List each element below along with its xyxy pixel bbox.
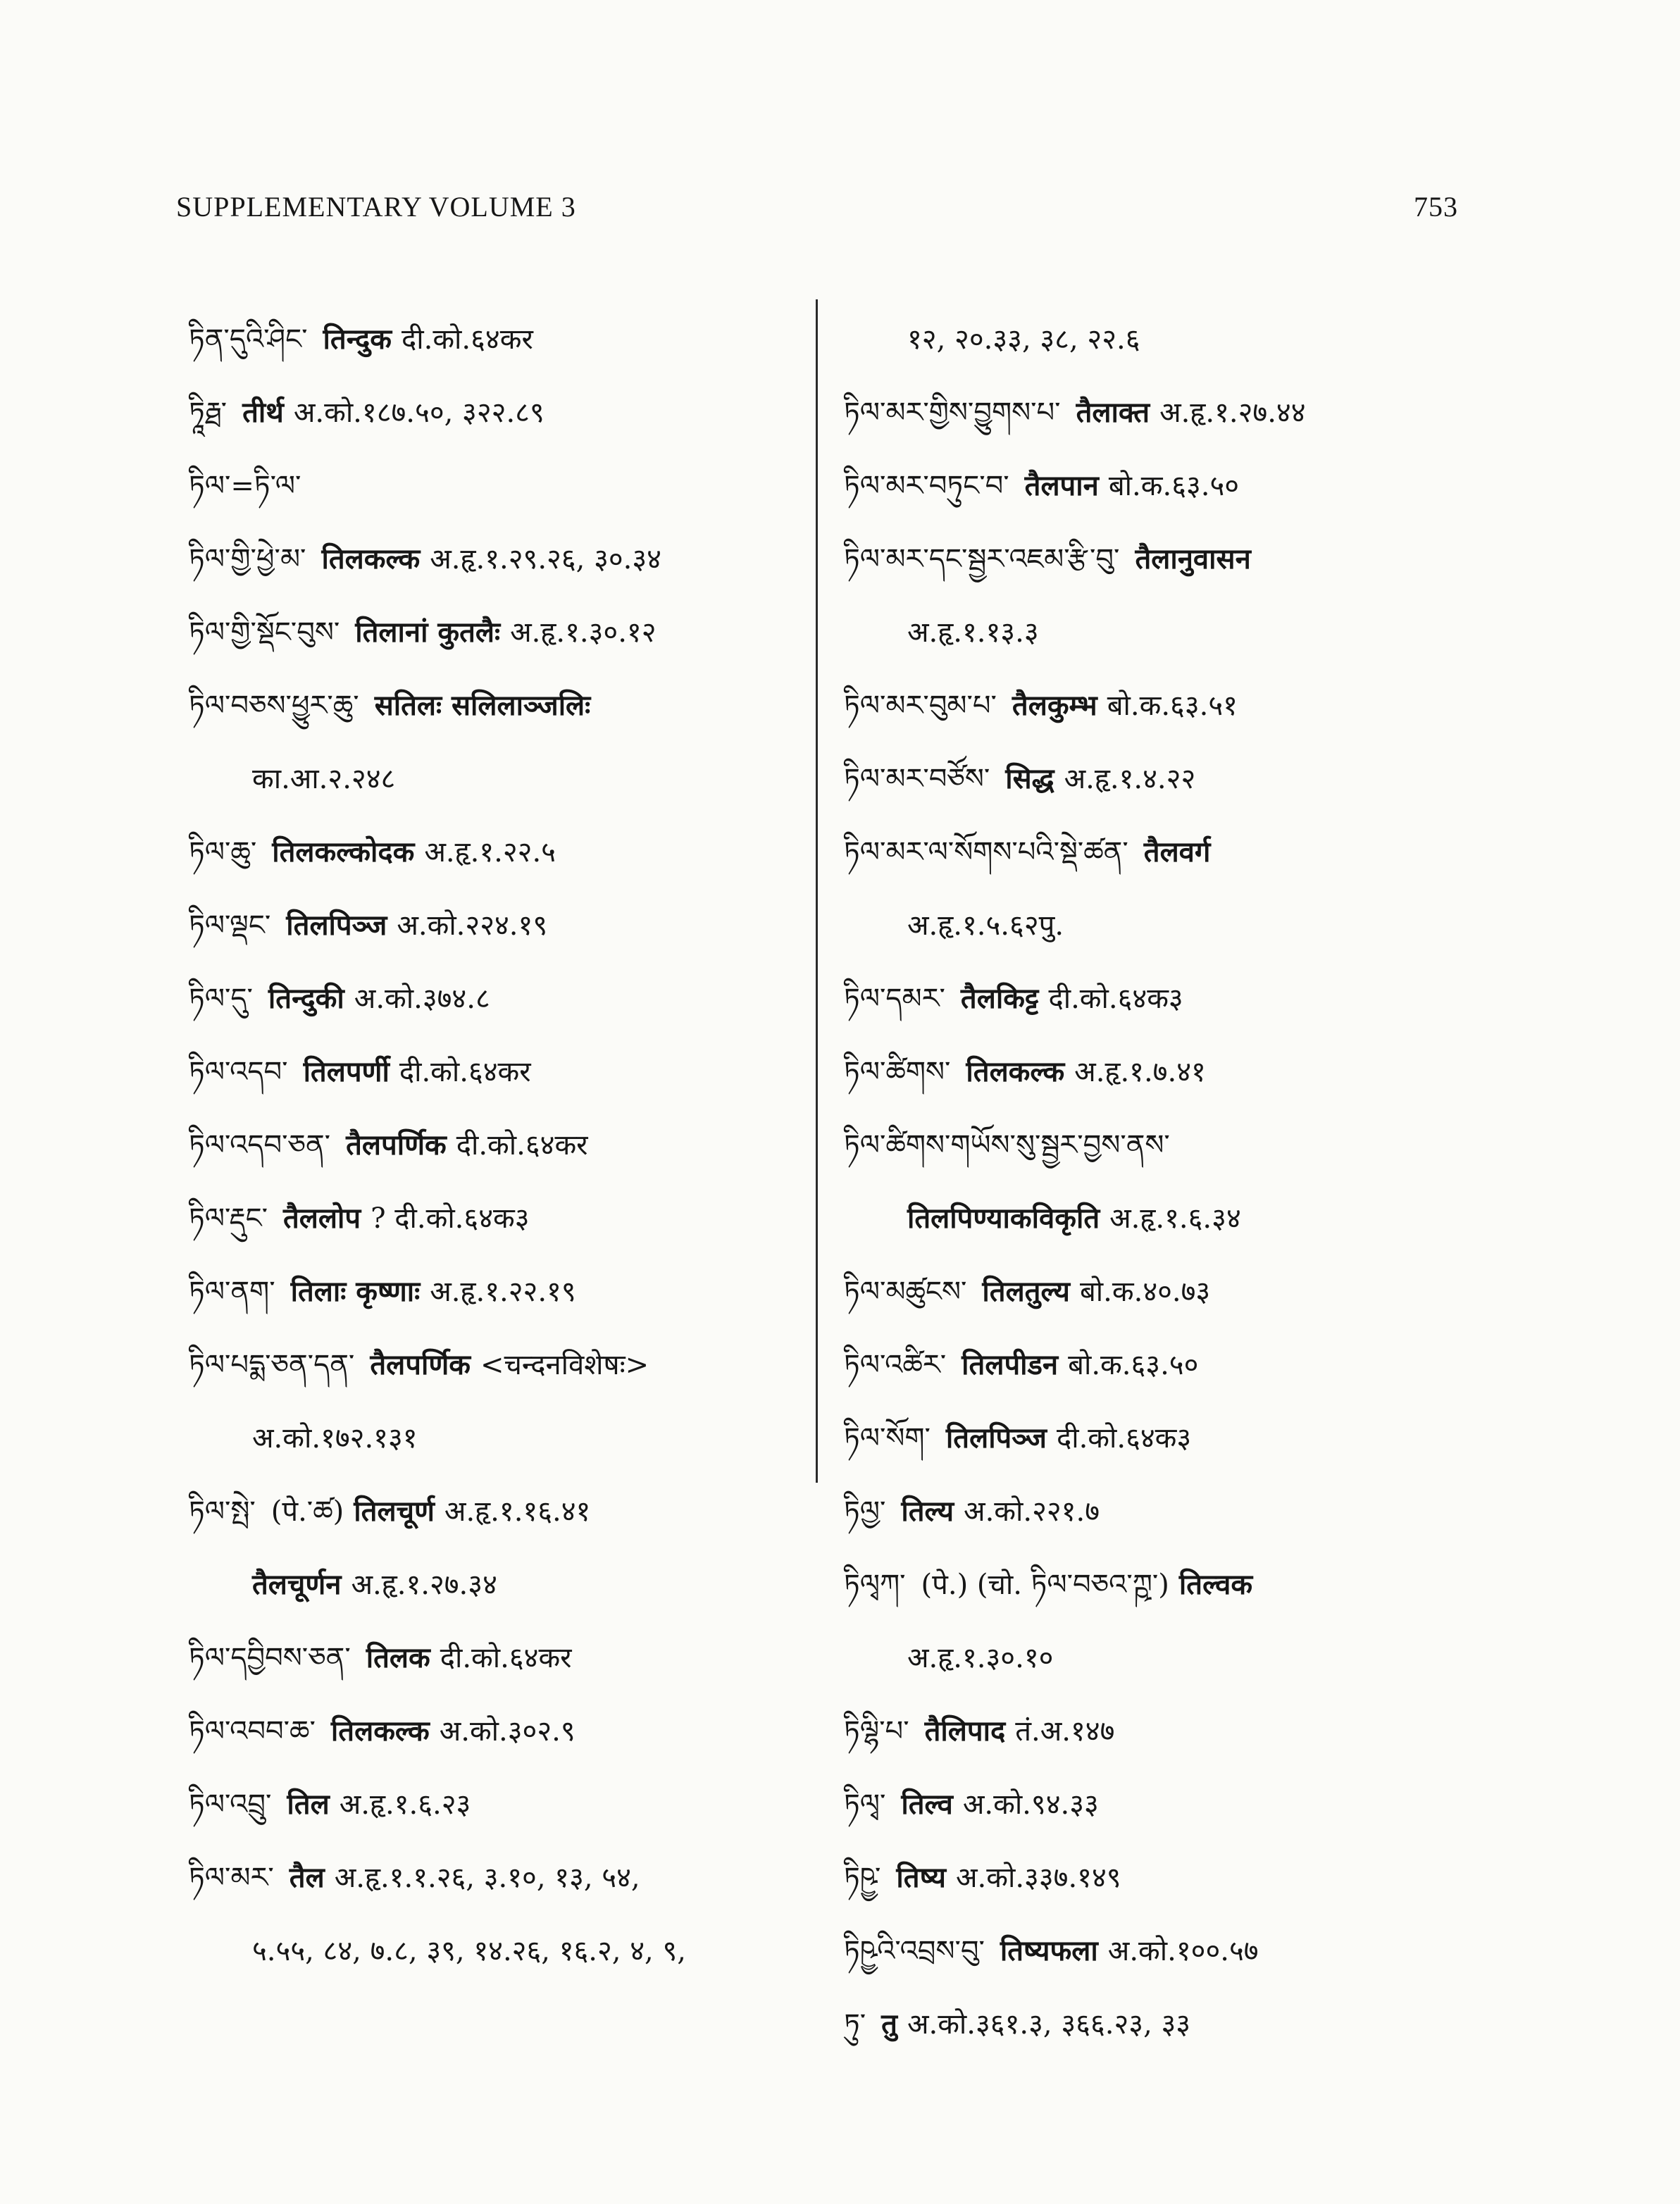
source-reference: अ.हृ.१.३०.१२ bbox=[510, 616, 657, 649]
source-reference: अ.को.२२४.१९ bbox=[397, 909, 548, 942]
tibetan-headword: ཏིལ་པདྨ་ཅན་དན་ bbox=[189, 1349, 355, 1381]
source-reference: दी.को.६४कर bbox=[402, 323, 533, 356]
dictionary-entry bbox=[844, 1035, 1464, 1109]
source-reference: अ.हृ.१.२२.१९ bbox=[430, 1276, 576, 1308]
tibetan-headword: ཏིལ་དུ་ bbox=[189, 983, 253, 1015]
source-reference: दी.को.६४कर bbox=[440, 1642, 572, 1674]
sanskrit-equivalent: तिष्य bbox=[896, 1861, 946, 1894]
tibetan-headword: ཏིལ་མར་བུམ་པ་ bbox=[844, 690, 997, 722]
source-reference: <चन्दनविशेषः> bbox=[480, 1349, 649, 1381]
source-reference: अ.हृ.१.२७.३४ bbox=[351, 1569, 497, 1601]
source-reference: अ.को.३७४.८ bbox=[354, 983, 490, 1015]
source-reference: अ.हृ.१.५.६२पु. bbox=[907, 909, 1064, 942]
sanskrit-equivalent: तैलाक्त bbox=[1076, 396, 1150, 429]
sanskrit-equivalent: तिलाः कृष्णाः bbox=[290, 1275, 421, 1308]
source-reference: बो.क.६३.५१ bbox=[1107, 690, 1238, 722]
dictionary-entry bbox=[189, 1255, 809, 1328]
running-head: SUPPLEMENTARY VOLUME 3 bbox=[176, 191, 576, 223]
dictionary-entry bbox=[189, 523, 809, 596]
tibetan-headword: ཏིལ་འབབ་ཆ་ bbox=[189, 1715, 316, 1748]
source-reference: अ.को.२२१.७ bbox=[964, 1495, 1100, 1528]
source-reference: अ.हृ.१.६.२३ bbox=[339, 1788, 471, 1821]
sanskrit-equivalent: सतिलः सलिलाञ्जलिः bbox=[374, 689, 591, 722]
sanskrit-equivalent: तिलानां कुतलैः bbox=[355, 616, 501, 649]
sanskrit-equivalent: तैलिपाद bbox=[924, 1714, 1006, 1748]
dictionary-entry bbox=[844, 449, 1464, 523]
tibetan-headword: ཏིན་དུའི་ཤིང་ bbox=[189, 323, 308, 356]
sanskrit-equivalent: तु bbox=[881, 2007, 897, 2041]
tibetan-headword: ཏིལ་དམར་ bbox=[844, 983, 945, 1015]
sanskrit-equivalent: तैलपर्णिक bbox=[346, 1128, 447, 1162]
source-reference: अ.हृ.१.२९.२६, ३०.३४ bbox=[430, 543, 661, 575]
dictionary-entry bbox=[189, 1035, 809, 1109]
dictionary-entry-continuation bbox=[189, 1548, 809, 1621]
dictionary-entry bbox=[844, 1475, 1464, 1548]
tibetan-headword: ཏིལ་ལྡང་ bbox=[189, 909, 271, 942]
dictionary-entry bbox=[189, 1475, 809, 1548]
dictionary-entry bbox=[189, 962, 809, 1035]
tibetan-headword: ཏིལ་རྡུང་ bbox=[189, 1202, 268, 1235]
sanskrit-equivalent: तिलपीडन bbox=[962, 1348, 1059, 1381]
dictionary-entry-continuation bbox=[189, 742, 809, 816]
dictionary-entry-continuation bbox=[844, 1621, 1464, 1695]
dictionary-entry bbox=[189, 1768, 809, 1841]
tibetan-headword: ཏིལ་བཅས་ཕྱུར་ཆུ་ bbox=[189, 690, 359, 722]
tibetan-headword: ཏིལ་འབྲུ་ bbox=[189, 1788, 272, 1821]
dictionary-entry bbox=[189, 1841, 809, 1915]
tibetan-headword: ཏིལ་འཚིར་ bbox=[844, 1349, 947, 1381]
source-reference: अ.हृ.१.७.४१ bbox=[1074, 1056, 1206, 1088]
source-reference: अ.हृ.१.२७.४४ bbox=[1159, 397, 1306, 429]
entry-note: (पे.་ཚ) bbox=[270, 1495, 344, 1528]
tibetan-headword: ཏིལ་མར་ bbox=[189, 1862, 274, 1894]
right-column bbox=[844, 303, 1464, 2061]
page-number: 753 bbox=[1414, 191, 1458, 223]
source-reference: अ.हृ.१.३०.१० bbox=[907, 1642, 1054, 1674]
dictionary-entry bbox=[189, 889, 809, 962]
sanskrit-equivalent: तिल्वक bbox=[1178, 1568, 1253, 1601]
tibetan-headword: ཏིལ་ཚིགས་ bbox=[844, 1056, 951, 1088]
source-reference: अ.हृ.१.२२.५ bbox=[424, 836, 556, 868]
tibetan-headword: ཏིལྷི་པ་ bbox=[844, 1715, 909, 1748]
sanskrit-equivalent: तिलकल्कोदक bbox=[272, 835, 415, 868]
tibetan-headword: ཏིལྭ་ bbox=[844, 1788, 886, 1821]
sanskrit-equivalent: तैलचूर्णन bbox=[252, 1568, 342, 1601]
sanskrit-equivalent: तिलकल्क bbox=[321, 542, 421, 575]
dictionary-entry bbox=[844, 1328, 1464, 1402]
sanskrit-equivalent: तैलकुम्भ bbox=[1012, 689, 1097, 722]
source-reference: का.आ.२.२४८ bbox=[252, 763, 396, 795]
tibetan-headword: ཏིལ་གྱི་ཕྱེ་མ་ bbox=[189, 543, 306, 575]
dictionary-entry bbox=[844, 742, 1464, 816]
sanskrit-equivalent: तिन्दुक bbox=[323, 323, 392, 356]
dictionary-entry bbox=[844, 1915, 1464, 1988]
tibetan-headword: ཏིལ་ཚིགས་གཡོས་སུ་སྦྱར་བྱས་ནས་ bbox=[844, 1129, 1170, 1162]
tibetan-headword: ཏིལ་འདབ་ཅན་ bbox=[189, 1129, 331, 1162]
sanskrit-equivalent: तिलतुल्य bbox=[982, 1275, 1070, 1308]
sanskrit-equivalent: तैलवर्ग bbox=[1143, 835, 1211, 868]
sanskrit-equivalent: तैलकिट्ट bbox=[960, 982, 1039, 1015]
source-reference: अ.को.३६१.३, ३६६.२३, ३३ bbox=[907, 2008, 1191, 2041]
source-reference: अ.को.३०२.९ bbox=[439, 1715, 575, 1748]
source-reference: अ.हृ.१.६.३४ bbox=[1109, 1202, 1241, 1235]
source-reference: दी.को.६४कर bbox=[399, 1056, 531, 1088]
source-reference: ५.५५, ८४, ७.८, ३९, १४.२६, १६.२, ४, ९, bbox=[252, 1935, 686, 1967]
left-column bbox=[189, 303, 809, 1988]
sanskrit-equivalent: तैलपान bbox=[1024, 469, 1099, 502]
tibetan-headword: ཏིཥྱའི་འབྲས་བུ་ bbox=[844, 1935, 985, 1967]
source-reference: अ.को.१७२.१३१ bbox=[252, 1422, 418, 1455]
page-header bbox=[176, 190, 1458, 239]
sanskrit-equivalent: तैलपर्णिक bbox=[370, 1348, 471, 1381]
tibetan-headword: ཏིལ་མཚུངས་ bbox=[844, 1276, 967, 1308]
sanskrit-equivalent: तैललोप bbox=[283, 1202, 361, 1235]
sanskrit-equivalent: तिन्दुकी bbox=[268, 982, 344, 1015]
tibetan-headword: ཏིལ་མར་བཏུང་བ་ bbox=[844, 470, 1009, 502]
source-reference: तं.अ.१४७ bbox=[1015, 1715, 1115, 1748]
sanskrit-equivalent: सिद्ध bbox=[1005, 762, 1054, 795]
tibetan-headword: ཏིལ་འདབ་ bbox=[189, 1056, 288, 1088]
source-reference: अ.को.९४.३३ bbox=[962, 1788, 1099, 1821]
dictionary-entry bbox=[844, 669, 1464, 742]
dictionary-entry-continuation bbox=[189, 1915, 809, 1988]
dictionary-entry-continuation bbox=[189, 1402, 809, 1475]
sanskrit-equivalent: तिष्यफला bbox=[1000, 1934, 1098, 1967]
tibetan-headword: ཏིལ་གྱི་སྡོང་བུས་ bbox=[189, 616, 340, 649]
tibetan-headword: ཏིལ་སྤེ་ bbox=[189, 1495, 256, 1528]
dictionary-entry bbox=[189, 1695, 809, 1768]
source-reference: बो.क.४०.७३ bbox=[1079, 1276, 1211, 1308]
dictionary-entry bbox=[189, 1109, 809, 1182]
source-reference: अ.हृ.१.१३.३ bbox=[907, 616, 1039, 649]
sanskrit-equivalent: तिल्व bbox=[901, 1788, 953, 1821]
source-reference: अ.हृ.१.१.२६, ३.१०, १३, ५४, bbox=[334, 1862, 640, 1894]
dictionary-entry bbox=[844, 1988, 1464, 2061]
dictionary-entry bbox=[189, 449, 809, 523]
source-reference: दी.को.६४क३ bbox=[1048, 983, 1183, 1015]
sanskrit-equivalent: तिलपर्णी bbox=[303, 1055, 390, 1088]
dictionary-entry bbox=[844, 1109, 1464, 1182]
source-reference: १२, २०.३३, ३८, २२.६ bbox=[907, 323, 1140, 356]
dictionary-entry bbox=[844, 1841, 1464, 1915]
dictionary-entry bbox=[844, 376, 1464, 449]
dictionary-entry bbox=[844, 1255, 1464, 1328]
dictionary-entry bbox=[189, 1621, 809, 1695]
source-reference: अ.हृ.१.४.२२ bbox=[1064, 763, 1196, 795]
dictionary-entry bbox=[189, 1182, 809, 1255]
sanskrit-equivalent: तिलक bbox=[366, 1641, 430, 1674]
tibetan-headword: ཏཱིརྠ་ bbox=[189, 397, 228, 429]
source-reference: अ.हृ.१.१६.४१ bbox=[444, 1495, 591, 1528]
dictionary-entry-continuation bbox=[844, 596, 1464, 669]
tibetan-headword: ཏིལ་མར་ལ་སོགས་པའི་སྡེ་ཚན་ bbox=[844, 836, 1128, 868]
tibetan-headword: ཏུ་ bbox=[844, 2008, 866, 2041]
tibetan-headword: ཏིལ་ནག་ bbox=[189, 1276, 275, 1308]
dictionary-entry bbox=[189, 1328, 809, 1402]
sanskrit-equivalent: तिल्य bbox=[901, 1495, 954, 1528]
column-divider bbox=[816, 299, 818, 1483]
sanskrit-equivalent: तैलानुवासन bbox=[1135, 542, 1251, 575]
sanskrit-equivalent: तिलकल्क bbox=[330, 1714, 430, 1748]
entry-note: (पे.) (चो. ཏིལ་བཅའ་ཀྵ་) bbox=[921, 1569, 1169, 1601]
dictionary-entry bbox=[844, 816, 1464, 889]
dictionary-entry bbox=[844, 962, 1464, 1035]
dictionary-entry-continuation bbox=[844, 1182, 1464, 1255]
tibetan-headword: ཏིལ་ཆུ་ bbox=[189, 836, 257, 868]
dictionary-entry bbox=[189, 669, 809, 742]
sanskrit-equivalent: तिल bbox=[287, 1788, 330, 1821]
source-reference: बो.क.६३.५० bbox=[1108, 470, 1240, 502]
source-reference: अ.को.१८७.५०, ३२२.८९ bbox=[293, 397, 545, 429]
tibetan-headword: ཏིཥྱ་ bbox=[844, 1862, 881, 1894]
dictionary-entry bbox=[189, 376, 809, 449]
tibetan-headword: ཏིལ་མར་བཙོས་ bbox=[844, 763, 990, 795]
dictionary-entry bbox=[844, 1402, 1464, 1475]
dictionary-entry-continuation bbox=[844, 303, 1464, 376]
source-reference: दी.को.६४क३ bbox=[1056, 1422, 1192, 1455]
tibetan-headword: ཏིལ་སོག་ bbox=[844, 1422, 931, 1455]
sanskrit-equivalent: तीर्थ bbox=[242, 396, 284, 429]
dictionary-entry-continuation bbox=[844, 889, 1464, 962]
dictionary-entry bbox=[844, 1695, 1464, 1768]
sanskrit-equivalent: तैल bbox=[289, 1861, 325, 1894]
tibetan-headword: ཏིལ་=ཏི་ལ་ bbox=[189, 470, 301, 502]
tibetan-headword: ཏིལ་མར་གྱིས་བྱུགས་པ་ bbox=[844, 397, 1061, 429]
source-reference: अ.को.३३७.१४९ bbox=[955, 1862, 1121, 1894]
sanskrit-equivalent: तिलपिञ्ज bbox=[286, 909, 387, 942]
tibetan-headword: ཏིལྱ་ bbox=[844, 1495, 886, 1528]
sanskrit-equivalent: तिलपिण्याकविकृति bbox=[907, 1202, 1100, 1235]
dictionary-entry bbox=[844, 1548, 1464, 1621]
dictionary-entry bbox=[189, 596, 809, 669]
source-reference: ? दी.को.६४क३ bbox=[371, 1202, 530, 1235]
source-reference: बो.क.६३.५० bbox=[1068, 1349, 1199, 1381]
sanskrit-equivalent: तिलकल्क bbox=[966, 1055, 1065, 1088]
dictionary-entry bbox=[189, 816, 809, 889]
dictionary-entry bbox=[189, 303, 809, 376]
source-reference: अ.को.१००.५७ bbox=[1107, 1935, 1259, 1967]
source-reference: दी.को.६४कर bbox=[456, 1129, 588, 1162]
tibetan-headword: ཏིལ་དབྱིབས་ཅན་ bbox=[189, 1642, 351, 1674]
dictionary-entry bbox=[844, 1768, 1464, 1841]
dictionary-entry bbox=[844, 523, 1464, 596]
sanskrit-equivalent: तिलपिञ्ज bbox=[945, 1421, 1047, 1455]
tibetan-headword: ཏིལྭཀ་ bbox=[844, 1569, 906, 1601]
tibetan-headword: ཏིལ་མར་དང་སྦྱར་འཇམ་རྩི་བུ་ bbox=[844, 543, 1120, 575]
sanskrit-equivalent: तिलचूर्ण bbox=[354, 1495, 435, 1528]
